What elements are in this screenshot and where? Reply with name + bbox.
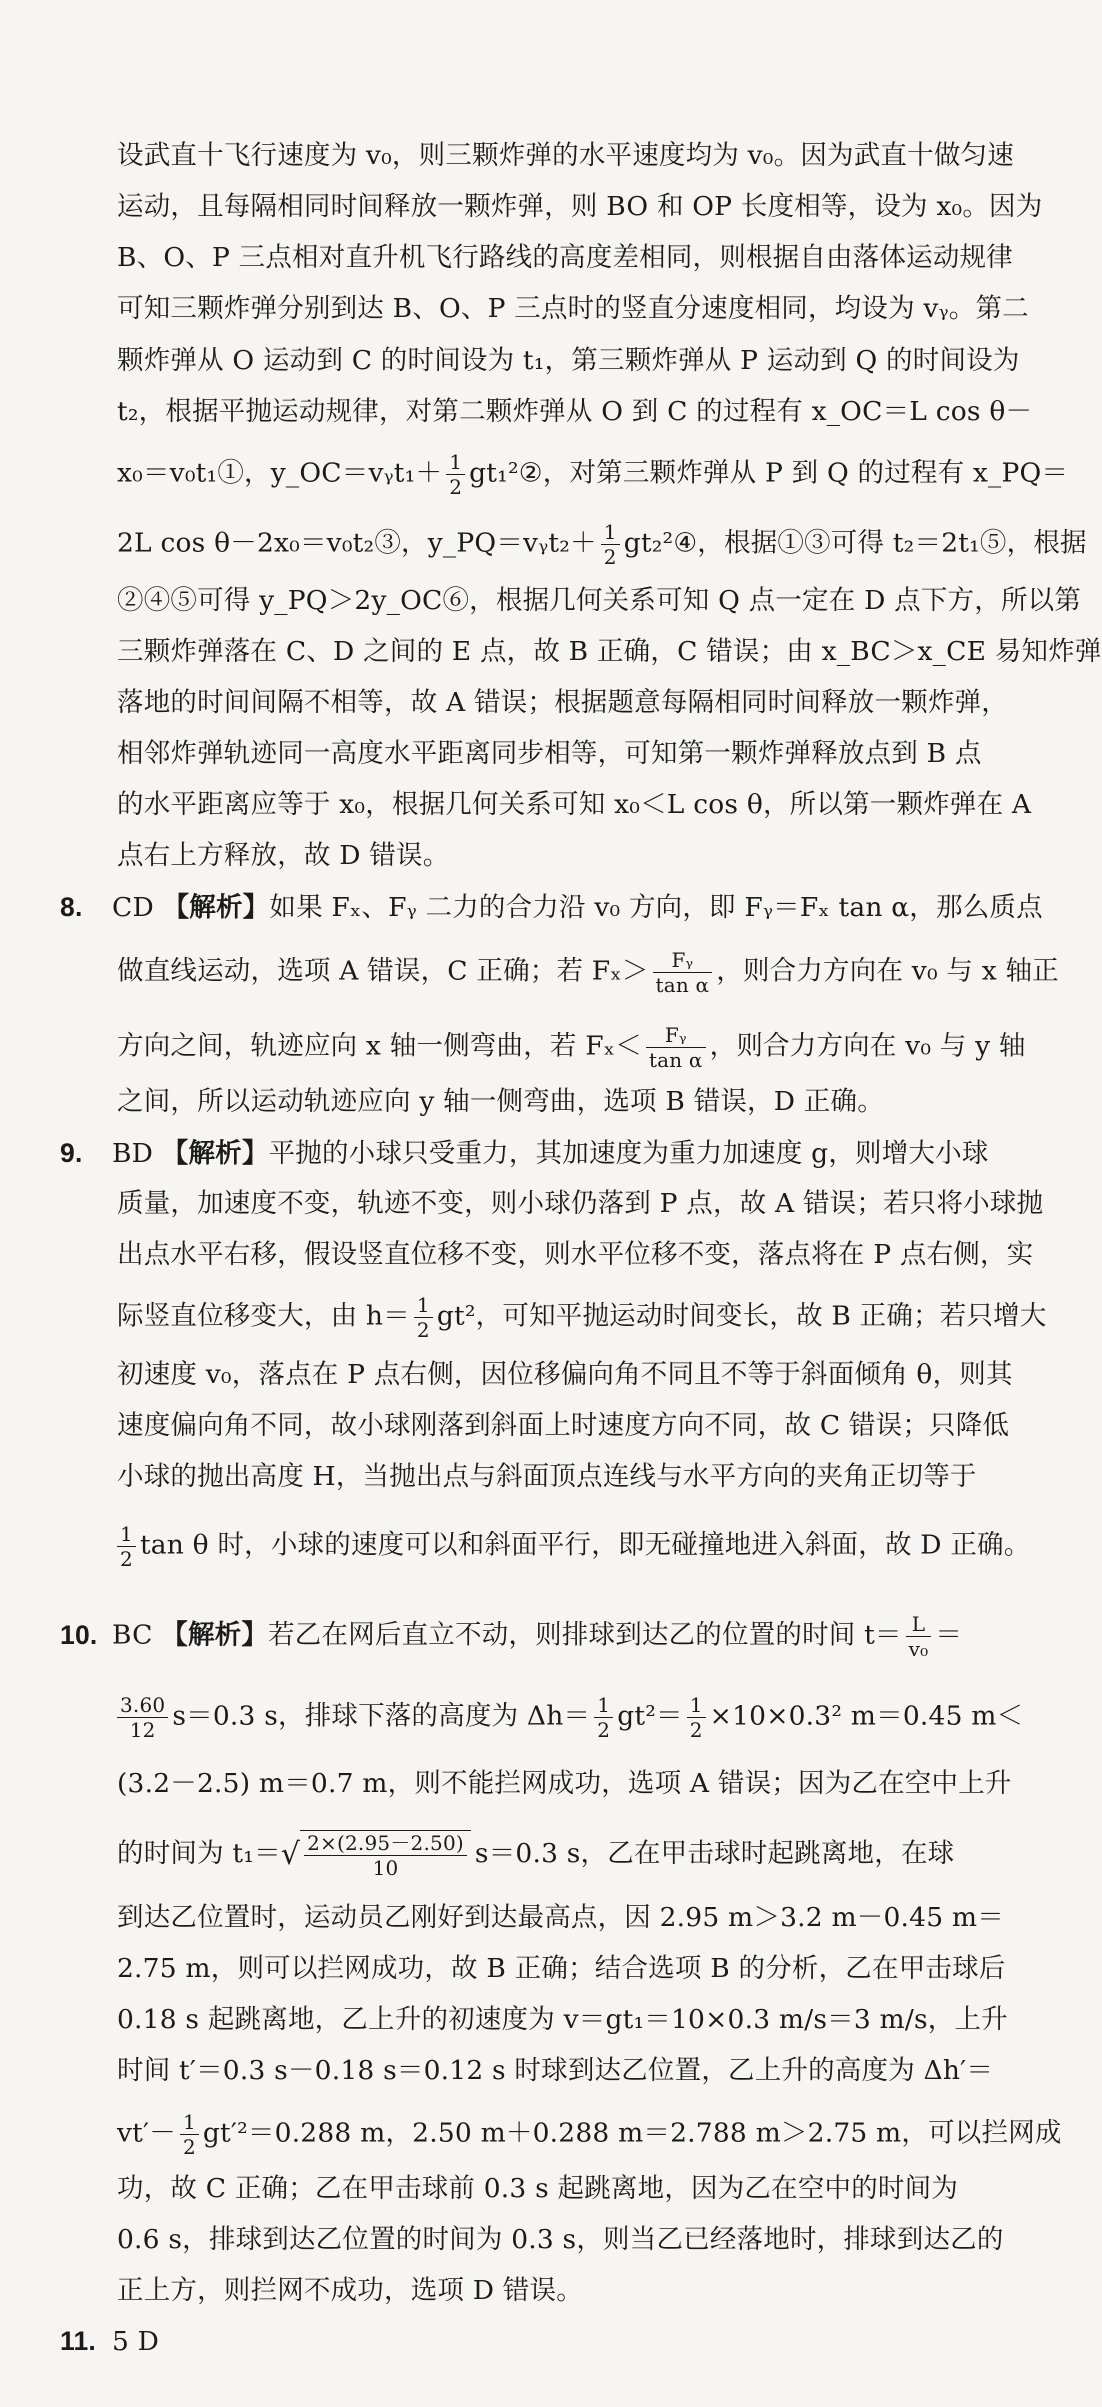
question-number: 10.: [60, 1619, 98, 1650]
p7-line-9: ②④⑤可得 y_PQ＞2y_OC⑥，根据几何关系可知 Q 点一定在 D 点下方，所以第: [117, 585, 1082, 616]
p10-line-5: 到达乙位置时，运动员乙刚好到达最高点，因 2.95 m＞3.2 m－0.45 m＝: [117, 1902, 1004, 1933]
p7-line-10: 三颗炸弹落在 C、D 之间的 E 点，故 B 正确，C 错误；由 x_BC＞x_CE 易知炸弹: [117, 636, 1102, 667]
p10-line-7: 0.18 s 起跳离地，乙上升的初速度为 v＝gt₁＝10×0.3 m/s＝3 m/s，上升: [117, 2004, 1008, 2035]
p8-line-1: 8. CD 【解析】如果 Fₓ、Fᵧ 二力的合力沿 v₀ 方向，即 Fᵧ＝Fₓ tan α，那么质点: [60, 888, 1039, 927]
p7-line-11: 落地的时间间隔不相等，故 A 错误；根据题意每隔相同时间释放一颗炸弹，: [117, 687, 1008, 718]
fraction-half: $\frac{1}{2}$: [594, 1693, 613, 1742]
p9-line-2: 质量，加速度不变，轨迹不变，则小球仍落到 P 点，故 A 错误；若只将小球抛: [117, 1188, 1044, 1219]
p8-line-2: 做直线运动，选项 A 错误，C 正确；若 Fₓ＞ $\frac{\text{Fᵧ}}{\text{tan α}}$ ，则合力方向在 v₀ 与 x 轴正: [117, 948, 1059, 997]
p8-line-4: 之间，所以运动轨迹应向 y 轴一侧弯曲，选项 B 错误，D 正确。: [117, 1086, 884, 1117]
p9-line-8: $\frac{1}{2}$ tan θ 时，小球的速度可以和斜面平行，即无碰撞地进入斜面，故 D 正确。: [117, 1522, 1039, 1571]
fraction-half: $\frac{1}{2}$: [601, 520, 620, 569]
p10-line-3: (3.2－2.5) m＝0.7 m，则不能拦网成功，选项 A 错误；因为乙在空中上升: [117, 1768, 1012, 1799]
p10-line-1: 10. BC 【解析】若乙在网后直立不动，则排球到达乙的位置的时间 t＝ $\frac{L}{\text{v₀}}$ ＝: [60, 1612, 963, 1661]
fraction-half: $\frac{1}{2}$: [117, 1522, 136, 1571]
p10-line-2: $\frac{3.60}{12}$ s＝0.3 s，排球下落的高度为 Δh＝ $\frac{1}{2}$ gt²＝ $\frac{1}{2}$ ×10×0.3² m＝0.45 m＜: [117, 1693, 1039, 1742]
question-number: 8.: [60, 892, 83, 922]
answer: CD: [112, 892, 154, 923]
p10-line-6: 2.75 m，则可以拦网成功，故 B 正确；结合选项 B 的分析，乙在甲击球后: [117, 1953, 1006, 1984]
analysis-tag: 【解析】: [161, 1619, 269, 1651]
p9-line-1: 9. BD 【解析】平抛的小球只受重力，其加速度为重力加速度 g，则增大小球: [60, 1134, 1039, 1173]
p9-line-5: 初速度 v₀，落点在 P 点右侧，因位移偏向角不同且不等于斜面倾角 θ，则其: [117, 1359, 1013, 1390]
p7-line-2: 运动，且每隔相同时间释放一颗炸弹，则 BO 和 OP 长度相等，设为 x₀。因为: [117, 191, 1043, 222]
analysis-tag: 【解析】: [162, 892, 270, 923]
p11-line-1: [60, 2322, 1039, 2361]
analysis-tag: 【解析】: [161, 1138, 269, 1169]
p7-line-8: 2L cos θ－2x₀＝v₀t₂③，y_PQ＝vᵧt₂＋ $\frac{1}{2}$ gt₂²④，根据①③可得 t₂＝2t₁⑤，根据: [117, 520, 1087, 569]
p7-line-1: 设武直十飞行速度为 v₀，则三颗炸弹的水平速度均为 v₀。因为武直十做匀速: [117, 140, 1014, 171]
fraction-half: $\frac{1}{2}$: [414, 1293, 433, 1342]
p10-line-8: 时间 t′＝0.3 s－0.18 s＝0.12 s 时球到达乙位置，乙上升的高度为 Δh′＝: [117, 2055, 994, 2086]
fraction-360-12: $\frac{3.60}{12}$: [117, 1693, 168, 1742]
answer: BD: [112, 1138, 154, 1169]
fraction-fy-tan: $\frac{\text{Fᵧ}}{\text{tan α}}$: [653, 948, 713, 997]
p10-line-9: vt′－ $\frac{1}{2}$ gt′²＝0.288 m，2.50 m＋0.288 m＝2.788 m＞2.75 m，可以拦网成: [117, 2110, 1062, 2159]
p10-line-11: 0.6 s，排球到达乙位置的时间为 0.3 s，则当乙已经落地时，排球到达乙的: [117, 2224, 1004, 2255]
question-number: 11.: [60, 2326, 96, 2356]
p7-line-7: x₀＝v₀t₁①，y_OC＝vᵧt₁＋ $\frac{1}{2}$ gt₁²②，对第三颗炸弹从 P 到 Q 的过程有 x_PQ＝: [117, 450, 1069, 499]
p7-line-4: 可知三颗炸弹分别到达 B、O、P 三点时的竖直分速度相同，均设为 vᵧ。第二: [117, 293, 1029, 324]
p8-line-3: 方向之间，轨迹应向 x 轴一侧弯曲，若 Fₓ＜ $\frac{\text{Fᵧ}}{\text{tan α}}$ ，则合力方向在 v₀ 与 y 轴: [117, 1023, 1026, 1072]
question-number: 9.: [60, 1138, 83, 1168]
p7-line-12: 相邻炸弹轨迹同一高度水平距离同步相等，可知第一颗炸弹释放点到 B 点: [117, 738, 982, 769]
p9-line-7: 小球的抛出高度 H，当抛出点与斜面顶点连线与水平方向的夹角正切等于: [117, 1461, 977, 1492]
p9-line-4: 际竖直位移变大，由 h＝ $\frac{1}{2}$ gt²，可知平抛运动时间变长，故 B 正确；若只增大: [117, 1293, 1047, 1342]
p9-line-6: 速度偏向角不同，故小球刚落到斜面上时速度方向不同，故 C 错误；只降低: [117, 1410, 1010, 1441]
p7-line-5: 颗炸弹从 O 运动到 C 的时间设为 t₁，第三颗炸弹从 P 运动到 Q 的时间设为: [117, 345, 1020, 376]
sqrt-fraction: $\frac{2\times(2.95-2.50)}{10}$: [300, 1830, 471, 1880]
p10-line-12: 正上方，则拦网不成功，选项 D 错误。: [117, 2275, 583, 2306]
fraction-half: $\frac{1}{2}$: [446, 450, 465, 499]
answer: BC: [112, 1619, 153, 1651]
fraction-l-v0: $\frac{L}{\text{v₀}}$: [906, 1612, 932, 1661]
p7-line-14: 点右上方释放，故 D 错误。: [117, 840, 450, 871]
p7-line-6: t₂，根据平抛运动规律，对第二颗炸弹从 O 到 C 的过程有 x_OC＝L cos θ－: [117, 396, 1033, 427]
fraction-half: $\frac{1}{2}$: [687, 1693, 706, 1742]
p10-line-4: 的时间为 t₁＝√ $\frac{2\times(2.95-2.50)}{10}$ s＝0.3 s，乙在甲击球时起跳离地，在球: [117, 1831, 955, 1880]
fraction-half: $\frac{1}{2}$: [180, 2110, 199, 2159]
p10-line-10: 功，故 C 正确；乙在甲击球前 0.3 s 起跳离地，因为乙在空中的时间为: [117, 2173, 959, 2204]
p7-line-3: B、O、P 三点相对直升机飞行路线的高度差相同，则根据自由落体运动规律: [117, 242, 1013, 273]
fraction-fy-tan: $\frac{\text{Fᵧ}}{\text{tan α}}$: [646, 1023, 706, 1072]
p9-line-3: 出点水平右移，假设竖直位移不变，则水平位移不变，落点将在 P 点右侧，实: [117, 1239, 1034, 1270]
p7-line-13: 的水平距离应等于 x₀，根据几何关系可知 x₀＜L cos θ，所以第一颗炸弹在 A: [117, 789, 1032, 820]
answer: 5 D: [112, 2326, 160, 2357]
